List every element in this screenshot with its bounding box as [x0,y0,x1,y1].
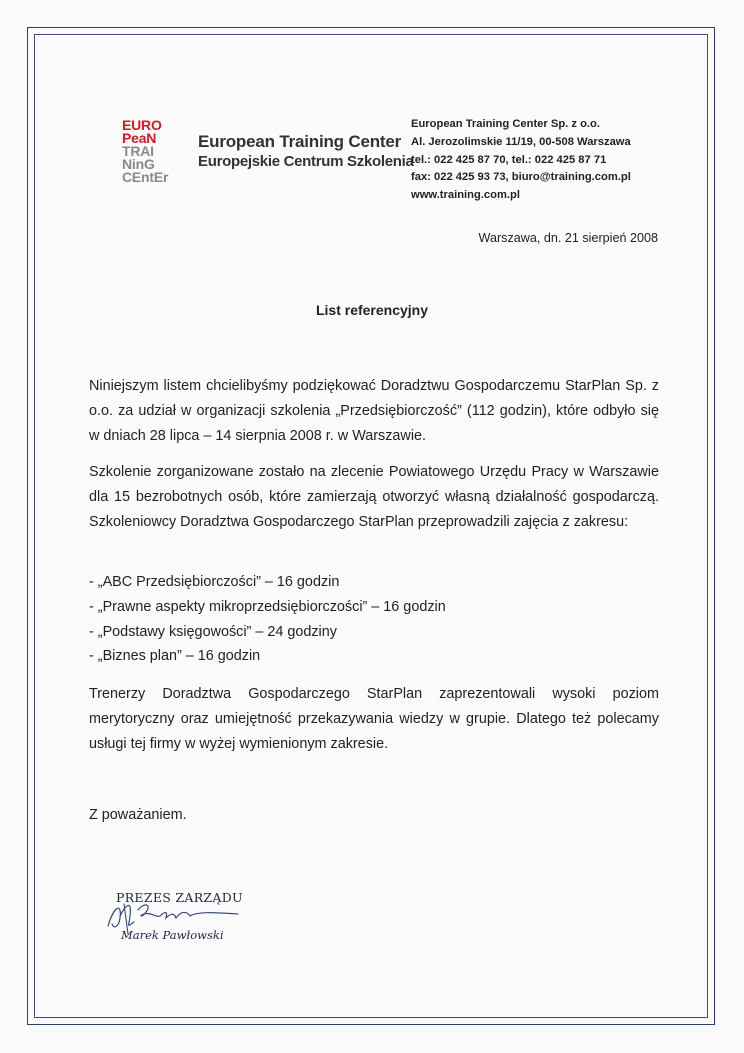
closing-text: Z poważaniem. [89,807,187,823]
logo-mark [122,119,190,185]
paragraph-details: Szkolenie zorganizowane zostało na zlecenie Powiatowego Urzędu Pracy w Warszawie dla 15 bezrobotnych osób, które zamierzają otworzyć własną działalność gospodarczą. Szkoleniowcy Doradztwa Gospodarczego StarPlan przeprowadzili zajęcia z zakresu: [89,464,659,530]
letter-date: Warszawa, dn. 21 sierpień 2008 [478,231,658,245]
list-item: - „Prawne aspekty mikroprzedsiębiorczości” – 16 godzin [89,598,446,615]
company-address-block [411,116,631,205]
logo-mark-line: NinG [122,156,155,172]
stamp-name: Marek Pawłowski [121,928,224,942]
stamp-role: PREZES ZARZĄDU [116,890,243,905]
list-item: - „ABC Przedsiębiorczości” – 16 godzin [89,574,340,590]
logo-mark-line: PeaN [122,130,157,146]
paragraph-intro: Niniejszym listem chcielibyśmy podziękować Doradztwu Gospodarczemu StarPlan Sp. z o.o. za udział w organizacji szkolenia „Przedsiębiorczość” (112 godzin), które odbyło się w dniach 28 lipca – 14 sierpnia 2008 r. w Warszawie. [89,378,659,444]
logo-mark-line: CEntEr [122,169,169,185]
list-item: - „Podstawy księgowości” – 24 godziny [89,623,337,640]
company-address: Al. Jerozolimskie 11/19, 00-508 Warszawa [411,135,631,148]
logo-name-en: European Training Center [198,132,402,151]
course-list [89,570,659,669]
paragraph-recommendation: Trenerzy Doradztwa Gospodarczego StarPlan zaprezentowali wysoki poziom merytoryczny oraz umiejętność przekazywania wiedzy w grupie. Dlatego też polecamy usługi tej firmy w wyżej wymienionym zakresie. [89,686,659,752]
company-phone: tel.: 022 425 87 70, tel.: 022 425 87 71 [411,153,607,166]
list-item: - „Biznes plan” – 16 godzin [89,648,261,665]
letter-title: List referencyjny [315,302,429,318]
logo-mark-line: EURO [122,117,162,133]
company-fax-email: fax: 022 425 93 73, biuro@training.com.pl [411,171,631,184]
logo-mark-line: TRAI [122,143,154,159]
logo-name-pl: Europejskie Centrum Szkolenia [198,153,414,170]
company-website: www.training.com.pl [411,189,520,202]
company-logo [122,117,414,185]
company-name: European Training Center Sp. z o.o. [411,118,600,130]
